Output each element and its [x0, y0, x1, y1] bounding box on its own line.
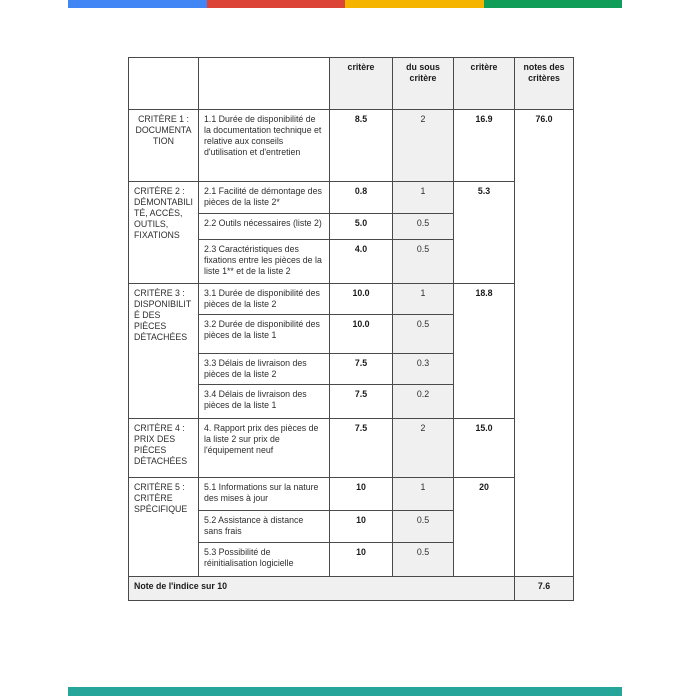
subcriterion-4-desc: 4. Rapport prix des pièces de la liste 2 sur prix de l'équipement neuf	[199, 419, 330, 478]
subcriterion-5-1-desc: 5.1 Informations sur la nature des mises à jour	[199, 478, 330, 511]
subcriterion-2-2-desc: 2.2 Outils nécessaires (liste 2)	[199, 214, 330, 240]
accent-segment-blue	[68, 0, 207, 8]
header-cell-notes-des-criteres: notes des critères	[515, 58, 574, 110]
subcriterion-2-1-note: 0.8	[330, 182, 393, 214]
table-row	[129, 110, 574, 182]
subcriterion-3-3-coef: 0.3	[393, 354, 454, 385]
top-accent-bar	[68, 0, 622, 8]
criterion-4-label: CRITÈRE 4 : PRIX DES PIÈCES DÉTACHÉES	[129, 419, 199, 478]
header-cell-critere: critère	[454, 58, 515, 110]
subcriterion-5-3-coef: 0.5	[393, 543, 454, 577]
bottom-accent-bar	[68, 687, 622, 696]
subcriterion-3-2-desc: 3.2 Durée de disponibilité des pièces de la liste 1	[199, 315, 330, 354]
subcriterion-1-1-note: 8.5	[330, 110, 393, 182]
criteria-table	[128, 57, 574, 601]
subcriterion-2-2-note: 5.0	[330, 214, 393, 240]
table-header-row	[129, 58, 574, 110]
header-cell-coef-sous-critere: du sous critère	[393, 58, 454, 110]
criterion-1-label: CRITÈRE 1 : DOCUMENTATION	[129, 110, 199, 182]
header-cell-note-critere: critère	[330, 58, 393, 110]
subcriterion-2-2-coef: 0.5	[393, 214, 454, 240]
subcriterion-3-3-desc: 3.3 Délais de livraison des pièces de la liste 2	[199, 354, 330, 385]
table-row	[129, 478, 574, 511]
subcriterion-3-1-desc: 3.1 Durée de disponibilité des pièces de la liste 2	[199, 284, 330, 315]
accent-segment-red	[207, 0, 346, 8]
criterion-2-label: CRITÈRE 2 : DÉMONTABILITÉ, ACCÈS, OUTILS, FIXATIONS	[129, 182, 199, 284]
subcriterion-5-1-coef: 1	[393, 478, 454, 511]
table-row	[129, 419, 574, 478]
subcriterion-2-1-desc: 2.1 Facilité de démontage des pièces de la liste 2*	[199, 182, 330, 214]
index-score-label: Note de l'indice sur 10	[129, 577, 515, 601]
criterion-1-score: 16.9	[454, 110, 515, 182]
accent-segment-yellow	[345, 0, 484, 8]
subcriterion-3-1-coef: 1	[393, 284, 454, 315]
criterion-3-score: 18.8	[454, 284, 515, 419]
subcriterion-2-3-note: 4.0	[330, 240, 393, 284]
subcriterion-2-1-coef: 1	[393, 182, 454, 214]
criterion-4-score: 15.0	[454, 419, 515, 478]
subcriterion-4-note: 7.5	[330, 419, 393, 478]
subcriterion-5-2-desc: 5.2 Assistance à distance sans frais	[199, 511, 330, 543]
index-score-row	[129, 577, 574, 601]
subcriterion-5-3-note: 10	[330, 543, 393, 577]
subcriterion-5-2-coef: 0.5	[393, 511, 454, 543]
subcriterion-3-2-coef: 0.5	[393, 315, 454, 354]
header-cell-empty-label	[129, 58, 199, 110]
subcriterion-3-3-note: 7.5	[330, 354, 393, 385]
table-row	[129, 284, 574, 315]
table-row	[129, 182, 574, 214]
header-cell-empty-desc	[199, 58, 330, 110]
subcriterion-5-2-note: 10	[330, 511, 393, 543]
subcriterion-1-1-coef: 2	[393, 110, 454, 182]
subcriterion-3-4-note: 7.5	[330, 385, 393, 419]
subcriterion-1-1-desc: 1.1 Durée de disponibilité de la documentation technique et relative aux conseils d'utilisation et d'entretien	[199, 110, 330, 182]
subcriterion-3-1-note: 10.0	[330, 284, 393, 315]
criterion-5-score: 20	[454, 478, 515, 577]
subcriterion-5-1-note: 10	[330, 478, 393, 511]
accent-segment-green	[484, 0, 623, 8]
total-criteria-notes-cell: 76.0	[515, 110, 574, 577]
criterion-5-label: CRITÈRE 5 : CRITÈRE SPÉCIFIQUE	[129, 478, 199, 577]
subcriterion-3-4-coef: 0.2	[393, 385, 454, 419]
subcriterion-2-3-desc: 2.3 Caractéristiques des fixations entre les pièces de la liste 1** et de la liste 2	[199, 240, 330, 284]
criterion-3-label: CRITÈRE 3 : DISPONIBILITÉ DES PIÈCES DÉTACHÉES	[129, 284, 199, 419]
subcriterion-5-3-desc: 5.3 Possibilité de réinitialisation logicielle	[199, 543, 330, 577]
subcriterion-4-coef: 2	[393, 419, 454, 478]
subcriterion-2-3-coef: 0.5	[393, 240, 454, 284]
subcriterion-3-4-desc: 3.4 Délais de livraison des pièces de la liste 1	[199, 385, 330, 419]
subcriterion-3-2-note: 10.0	[330, 315, 393, 354]
index-score-value: 7.6	[515, 577, 574, 601]
criterion-2-score: 5.3	[454, 182, 515, 284]
